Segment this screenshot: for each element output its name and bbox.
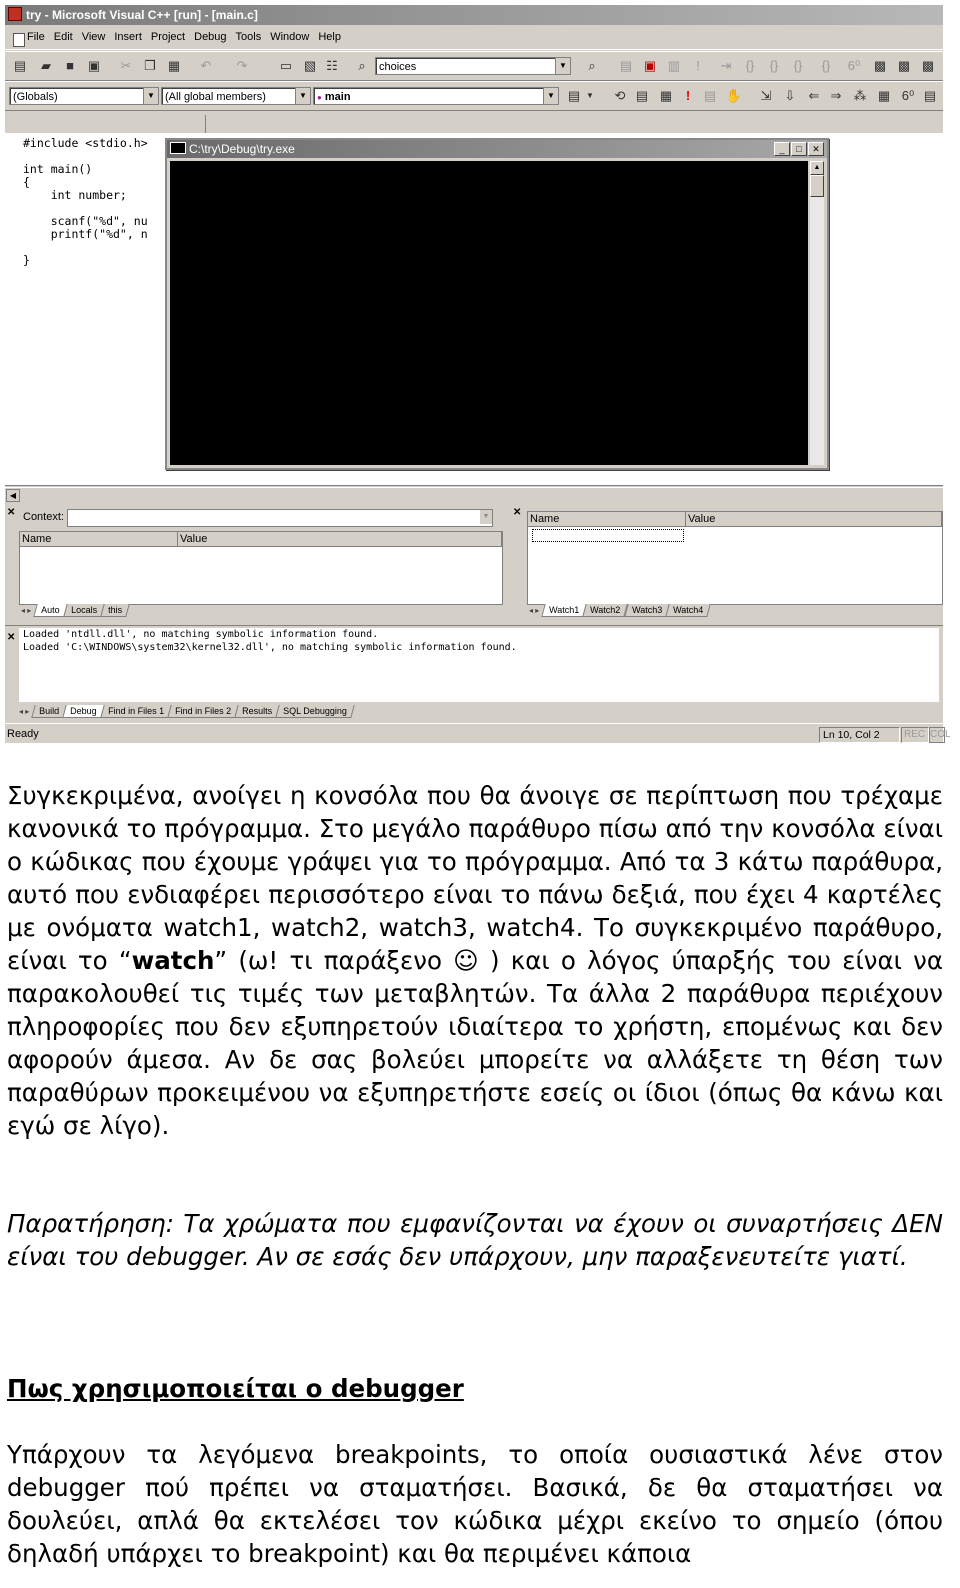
context-combo[interactable] [67, 509, 493, 527]
paste-icon[interactable]: ▦ [167, 58, 181, 73]
restart-icon[interactable]: ⟲ [614, 88, 626, 103]
menu-item-tools[interactable]: Tools [235, 31, 262, 43]
compile-icon[interactable]: ▤ [619, 58, 633, 73]
tab-locals[interactable] [63, 604, 104, 617]
find-in-files-icon[interactable]: ⌕ [358, 58, 366, 73]
output-tabs [19, 704, 352, 718]
source-code: #include <stdio.h> int main() { int number; scanf("%d", nu printf("%d", n } [23, 136, 148, 267]
scroll-left-icon[interactable]: ◀ [6, 489, 20, 502]
memory-icon[interactable]: ⁂ [853, 88, 867, 103]
tab-scroll-icon[interactable]: ◂ ▸ [529, 605, 540, 615]
p1-bold-watch: watch [131, 946, 215, 975]
tab-watch3[interactable] [624, 604, 670, 617]
function-combo[interactable] [313, 87, 559, 105]
step-icon[interactable]: ⇲ [760, 88, 772, 103]
save-all-icon[interactable]: ▣ [87, 58, 101, 73]
redo-icon[interactable]: ↷ [236, 58, 248, 73]
tab-label: Debug [70, 705, 97, 716]
build-icon[interactable]: ▣ [643, 58, 657, 73]
tab-debug[interactable] [63, 705, 105, 718]
scroll-thumb[interactable] [810, 175, 824, 197]
maximize-icon[interactable]: □ [791, 142, 807, 156]
insert-breakpoint-icon[interactable]: ✋ [725, 88, 743, 103]
watch-grid[interactable] [527, 511, 943, 605]
tab-label: Results [242, 705, 273, 716]
col-name[interactable]: Name [20, 532, 178, 546]
tab-scroll-icon[interactable]: ◂ ▸ [19, 706, 30, 716]
function-combo-value: main [324, 91, 351, 103]
console-window[interactable] [165, 138, 829, 470]
tab-label: Locals [70, 604, 97, 615]
output-icon[interactable]: ▧ [303, 58, 317, 73]
tab-watch2[interactable] [583, 604, 629, 617]
tab-label: SQL Debugging [283, 705, 347, 716]
tab-label: Auto [41, 604, 60, 615]
chevron-down-icon: ▼ [555, 58, 570, 74]
tab-label: Find in Files 1 [107, 705, 164, 716]
variables-grid[interactable] [19, 531, 503, 605]
rec-indicator: REC [901, 727, 929, 743]
step-over-icon[interactable]: {} [769, 58, 779, 73]
tab-label: Watch4 [672, 604, 704, 615]
call-stack-icon[interactable]: ▦ [877, 88, 891, 103]
cut-icon[interactable]: ✂ [120, 58, 132, 73]
wizard-action-icon[interactable]: ▤ [567, 88, 581, 103]
output-text[interactable]: Loaded 'ntdll.dll', no matching symbolic information found. Loaded 'C:\WINDOWS\system32\kernel32.dll', no matching symbolic information found. [19, 628, 939, 702]
console-icon [170, 142, 186, 154]
watch-window-icon[interactable]: ▩ [873, 58, 887, 73]
console-title-bar [167, 140, 827, 158]
p1-text-b: ” (ω! τι παράξενο ☺ ) και ο λόγος ύπαρξής του είναι να παρακολουθεί τις τιμές των μεταβλητών. Τα άλλα 2 παράθυρα περιέχουν πληροφορίες που δεν εξυπηρετούν ιδιαίτερα το χρήστη, επομένως και δεν αφορούν άμεσα. Αν δε σας βολεύει μπορείτε να αλλάξετε τη θέση των παραθύρων προκειμένου να εξυπηρετήστε εσείς οι ίδιοι (όπως θα κάνω και εγώ σε λίγο). [7, 946, 944, 1140]
scope-combo[interactable] [9, 87, 159, 105]
document-icon [13, 33, 25, 47]
tab-auto[interactable] [34, 604, 68, 617]
chevron-down-icon: ▼ [295, 88, 310, 104]
ide-title: try - Microsoft Visual C++ [run] - [main.c] [26, 8, 258, 22]
close-icon[interactable]: ✕ [808, 142, 824, 156]
console-output[interactable] [170, 161, 808, 465]
p1-text-a: Συγκεκριμένα, ανοίγει η κονσόλα που θα άνοιγε σε περίπτωση που τρέχαμε κανονικά το πρόγραμμα. Στο μεγάλο παράθυρο πίσω από την κονσόλα είναι ο κώδικας που έχουμε γράψει για το πρόγραμμα. Από τα 3 κάτω παράθυρα, αυτό που ενδιαφέρει περισσότερο είναι το πάνω δεξιά, που έχει 4 καρτέλες με ονόματα watch1, watch2, watch3, watch4. Το συγκεκριμένο παράθυρο, είναι το “ [7, 781, 943, 975]
window-list-icon[interactable]: ☷ [326, 58, 338, 73]
tab-this[interactable] [100, 604, 129, 617]
stop-debugging-icon[interactable]: ▤ [635, 88, 649, 103]
chevron-down-icon: ▼ [543, 88, 558, 104]
close-icon[interactable]: ✕ [7, 632, 16, 643]
chevron-down-icon: ▼ [143, 88, 158, 104]
col-value[interactable]: Value [178, 532, 502, 546]
document-tab-strip [5, 111, 943, 134]
console-title: C:\try\Debug\try.exe [189, 142, 295, 156]
variables-pane [5, 503, 505, 615]
close-icon[interactable]: ✕ [7, 507, 16, 518]
new-file-icon[interactable]: ▤ [13, 58, 27, 73]
watch-tabs [529, 603, 708, 617]
step-into-icon[interactable]: {} [745, 58, 755, 73]
save-icon[interactable]: ■ [66, 58, 74, 73]
disassembly-icon[interactable]: 6⁰ [901, 88, 915, 103]
close-icon[interactable]: ✕ [513, 507, 522, 518]
ide-title-bar [5, 5, 943, 25]
paragraph-breakpoints: Υπάρχουν τα λεγόμενα breakpoints, το οποία ουσιαστικά λένε στον debugger πού πρέπει να σταματήσει. Βασικά, δε θα σταματήσει να δουλεύει, απλά θα εκτελέσει τον κώδικα μέχρι εκείνο το σημείο (όπου δηλαδή υπάρχει το breakpoint) και θα περιμένει κάποια [7, 1440, 943, 1568]
tab-separator [205, 115, 206, 133]
chevron-down-icon: ▼ [480, 510, 492, 524]
menu-item-window[interactable]: Window [270, 31, 310, 43]
tab-watch4[interactable] [665, 604, 711, 617]
tab-find-in-files-1[interactable] [100, 705, 172, 718]
find-combo-value: choices [379, 61, 417, 73]
back-arrow-icon[interactable]: ⇐ [808, 88, 820, 103]
col-name[interactable]: Name [528, 512, 686, 526]
tab-watch1[interactable] [542, 604, 588, 617]
show-next-statement-icon[interactable]: ▤ [703, 88, 717, 103]
cursor-position: Ln 10, Col 2 [819, 727, 900, 743]
registers-window-icon[interactable]: ▩ [921, 58, 935, 73]
wizardbar-toolbar [5, 81, 943, 111]
run-to-cursor-icon[interactable]: {} [821, 58, 831, 73]
break-execution-icon[interactable]: ▦ [659, 88, 673, 103]
menu-item-file[interactable]: File [27, 31, 45, 43]
watch-new-entry[interactable] [532, 529, 684, 542]
tab-results[interactable] [234, 705, 279, 718]
variables-grid-header [20, 532, 502, 547]
editor-hscrollbar[interactable] [5, 487, 943, 502]
apply-code-changes-icon[interactable]: ! [685, 88, 691, 103]
tab-label: Find in Files 2 [174, 705, 232, 716]
tab-label: Build [39, 705, 60, 716]
menu-items [27, 31, 341, 43]
menu-item-debug[interactable]: Debug [194, 31, 227, 43]
col-value[interactable]: Value [686, 512, 942, 526]
chevron-down-icon[interactable]: ▼ [586, 91, 594, 100]
minimize-icon[interactable]: _ [774, 142, 790, 156]
registers-icon[interactable]: ▤ [923, 88, 937, 103]
members-combo-value: (All global members) [165, 91, 266, 103]
menu-item-project[interactable]: Project [150, 31, 186, 43]
context-label: Context: [23, 511, 64, 523]
step-into-function-icon[interactable]: ⇩ [784, 88, 796, 103]
go-icon[interactable]: ⇥ [720, 58, 732, 73]
col-indicator: COL [929, 727, 945, 743]
forward-arrow-icon[interactable]: ⇒ [830, 88, 842, 103]
workspace-icon[interactable]: ▭ [279, 58, 293, 73]
app-icon [8, 7, 22, 21]
undo-icon[interactable]: ↶ [200, 58, 212, 73]
menu-item-insert[interactable]: Insert [114, 31, 142, 43]
tab-label: Watch1 [549, 604, 580, 615]
watch-grid-header [528, 512, 942, 527]
scroll-up-icon[interactable]: ▲ [810, 161, 824, 175]
copy-icon[interactable]: ❐ [144, 58, 156, 73]
tab-label: Watch2 [590, 604, 621, 615]
menu-item-view[interactable]: View [81, 31, 106, 43]
status-text: Ready [7, 728, 39, 740]
console-scrollbar[interactable] [810, 161, 824, 465]
status-bar [5, 723, 951, 744]
execute-icon[interactable]: ! [696, 58, 700, 73]
quickwatch-icon[interactable]: 6⁰ [847, 58, 861, 73]
members-combo[interactable] [161, 87, 311, 105]
tab-scroll-icon[interactable]: ◂ ▸ [21, 605, 32, 615]
stop-build-icon[interactable]: ▥ [667, 58, 681, 73]
scope-combo-value: (Globals) [13, 91, 58, 103]
tab-label: this [107, 604, 122, 615]
ide-screenshot [5, 5, 951, 743]
menu-item-help[interactable]: Help [318, 31, 341, 43]
watch-pane [511, 503, 943, 615]
step-out-icon[interactable]: {} [793, 58, 803, 73]
tab-sql-debugging[interactable] [275, 705, 354, 718]
section-heading: Πως χρησιμοποιείται ο debugger [7, 1374, 464, 1403]
menu-item-edit[interactable]: Edit [53, 31, 73, 43]
function-icon: ● [317, 93, 322, 102]
find-icon[interactable]: ⌕ [588, 58, 596, 73]
output-pane [5, 625, 943, 722]
open-folder-icon[interactable]: ▰ [41, 58, 51, 73]
menu-bar [5, 27, 943, 50]
window-controls [774, 142, 824, 156]
tab-label: Watch3 [631, 604, 662, 615]
standard-toolbar [5, 51, 943, 81]
variables-window-icon[interactable]: ▩ [897, 58, 911, 73]
paragraph-watch-explanation [7, 779, 943, 1142]
variables-tabs [21, 603, 127, 617]
paragraph-note: Παρατήρηση: Τα χρώματα που εμφανίζονται να έχουν οι συναρτήσεις ΔΕΝ είναι του debugger. Αν σε εσάς δεν υπάρχουν, μην παραξενευτείτε γιατί. [7, 1209, 943, 1271]
find-combo[interactable] [375, 57, 571, 75]
tab-find-in-files-2[interactable] [167, 705, 239, 718]
